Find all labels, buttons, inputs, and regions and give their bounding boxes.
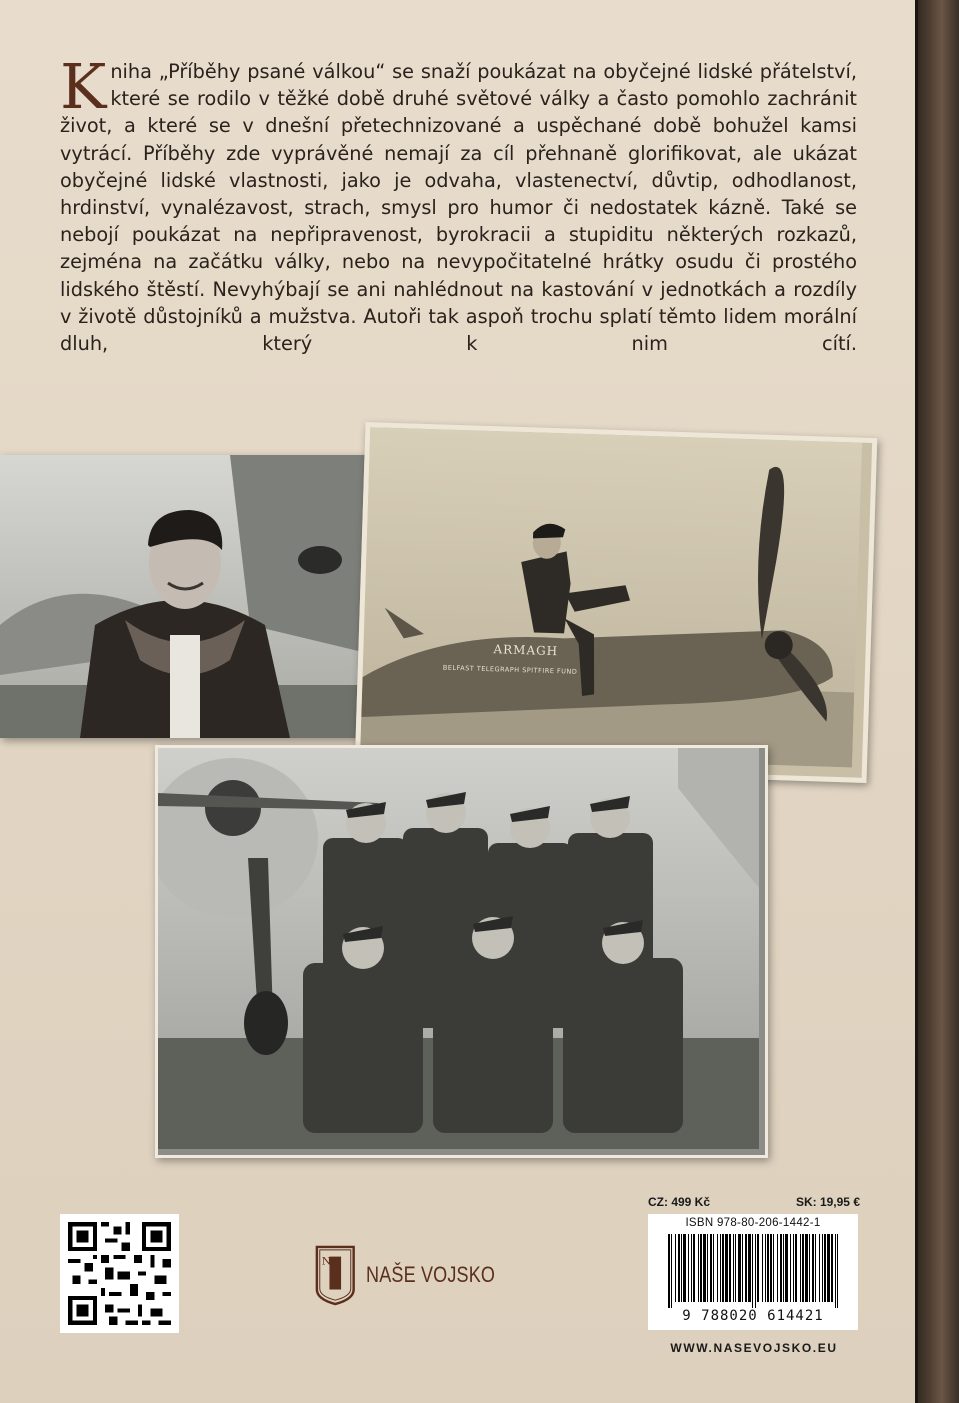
barcode-bar: [720, 1234, 721, 1302]
price-sk: SK: 19,95 €: [795, 1195, 860, 1209]
publisher-logo-letters: NV: [321, 1254, 339, 1268]
photo-airmen-group: [155, 745, 768, 1158]
barcode-icon: [668, 1234, 838, 1308]
publisher-name: NAŠE VOJSKO: [365, 1262, 495, 1287]
barcode-bar: [802, 1234, 804, 1302]
barcode-bar: [827, 1234, 830, 1302]
photo-pilot-portrait: [0, 455, 375, 738]
barcode-bar: [837, 1234, 838, 1308]
barcode-bar: [824, 1234, 826, 1302]
barcode-bar: [683, 1234, 686, 1302]
barcode-bar: [795, 1234, 797, 1302]
barcode-bar: [725, 1234, 728, 1302]
barcode-bar: [688, 1234, 689, 1302]
barcode-bar: [783, 1234, 784, 1302]
isbn-label: ISBN 978-80-206-1442-1: [685, 1217, 821, 1229]
barcode-bar: [738, 1234, 741, 1302]
barcode-bar: [831, 1234, 833, 1302]
barcode-number: 9 788020 614421: [682, 1308, 824, 1324]
price-cz: CZ: 499 Kč: [648, 1195, 711, 1209]
barcode-bar: [800, 1234, 801, 1302]
barcode-bar: [703, 1234, 706, 1302]
barcode-bar: [691, 1234, 692, 1302]
barcode-bar: [785, 1234, 788, 1302]
barcode-bar: [757, 1234, 759, 1302]
barcode-bar: [767, 1234, 769, 1302]
barcode-bar: [770, 1234, 772, 1302]
barcode-box: [648, 1214, 858, 1330]
barcode-bar: [755, 1234, 756, 1308]
blurb-dropcap: K: [60, 50, 107, 123]
barcode-bar: [717, 1234, 718, 1302]
photo-spitfire: [355, 422, 878, 783]
barcode-bar: [777, 1234, 778, 1302]
barcode-bar: [835, 1234, 836, 1308]
barcode-bar: [773, 1234, 774, 1302]
barcode-bar: [812, 1234, 814, 1302]
barcode-bar: [762, 1234, 763, 1302]
barcode-bar: [729, 1234, 731, 1302]
photo-spitfire-caption-bottom: BELFAST TELEGRAPH SPITFIRE FUND: [442, 663, 578, 676]
barcode-bar: [748, 1234, 751, 1302]
barcode-bar: [815, 1234, 816, 1302]
barcode-bar: [707, 1234, 708, 1302]
photo-spitfire-image: [360, 427, 862, 767]
barcode-bar: [819, 1234, 820, 1302]
barcode-bar: [722, 1234, 724, 1302]
barcode-bar: [668, 1234, 670, 1308]
photo-pilot-portrait-image: [0, 455, 375, 738]
barcode-bar: [809, 1234, 810, 1302]
barcode-bar: [822, 1234, 823, 1302]
barcode-bar: [765, 1234, 766, 1302]
price-row: [648, 1195, 860, 1209]
barcode-bar: [700, 1234, 702, 1302]
photo-airmen-group-image: [158, 748, 759, 1149]
barcode-bar: [710, 1234, 712, 1302]
barcode-bar: [780, 1234, 782, 1302]
publisher-shield-icon: [313, 1242, 358, 1308]
barcode-bar: [742, 1234, 743, 1302]
qr-code[interactable]: [60, 1214, 179, 1333]
barcode-bar: [805, 1234, 808, 1302]
qr-code-image: [60, 1214, 179, 1333]
barcode-bar: [698, 1234, 699, 1302]
publisher-logo: [313, 1240, 523, 1310]
blurb-text: niha „Příběhy psané válkou“ se snaží poukázat na obyčejné lidské přátelství, které se rodilo v těžké době druhé světové války a často pomohlo zachránit život, a které se v dnešní přetechnizované a uspěchané době bohužel kamsi vytrácí. Příběhy zde vyprávěné nemají za cíl přehnaně glorifikovat, ale ukázat obyčejné lidské vlastnosti, jako je odvaha, vlastenectví, důvtip, odhodlanost, hrdinství, vynalézavost, strach, smysl pro humor či nedostatek kázně. Také se nebojí poukázat na nepřipravenost, byrokracii a stupiditu některých rozkazů, zejména na začátku války, nebo na nevypočitatelné hrátky osudu či prostého lidského štěstí. Nevyhýbají se ani nahlédnout na kastování v jednotkách a rozdíly v životě důstojníků a mužstva. Autoři tak aspoň trochu splatí těmto lidem morální dluh, který k nim cítí.: [60, 60, 857, 356]
barcode-bar: [790, 1234, 791, 1302]
barcode-bar: [735, 1234, 736, 1302]
publisher-website[interactable]: WWW.NASEVOJSKO.EU: [670, 1341, 838, 1355]
barcode-bar: [713, 1234, 714, 1302]
barcode-bar: [675, 1234, 676, 1302]
barcode-bar: [678, 1234, 680, 1302]
blurb-paragraph: [60, 50, 857, 357]
barcode-bar: [745, 1234, 747, 1302]
book-spine: [915, 0, 959, 1403]
photo-spitfire-caption-top: ARMAGH: [493, 642, 559, 659]
barcode-bar: [681, 1234, 682, 1302]
barcode-bar: [671, 1234, 672, 1308]
barcode-bar: [733, 1234, 734, 1302]
barcode-bar: [793, 1234, 794, 1302]
barcode-bar: [752, 1234, 753, 1308]
barcode-bar: [693, 1234, 695, 1302]
